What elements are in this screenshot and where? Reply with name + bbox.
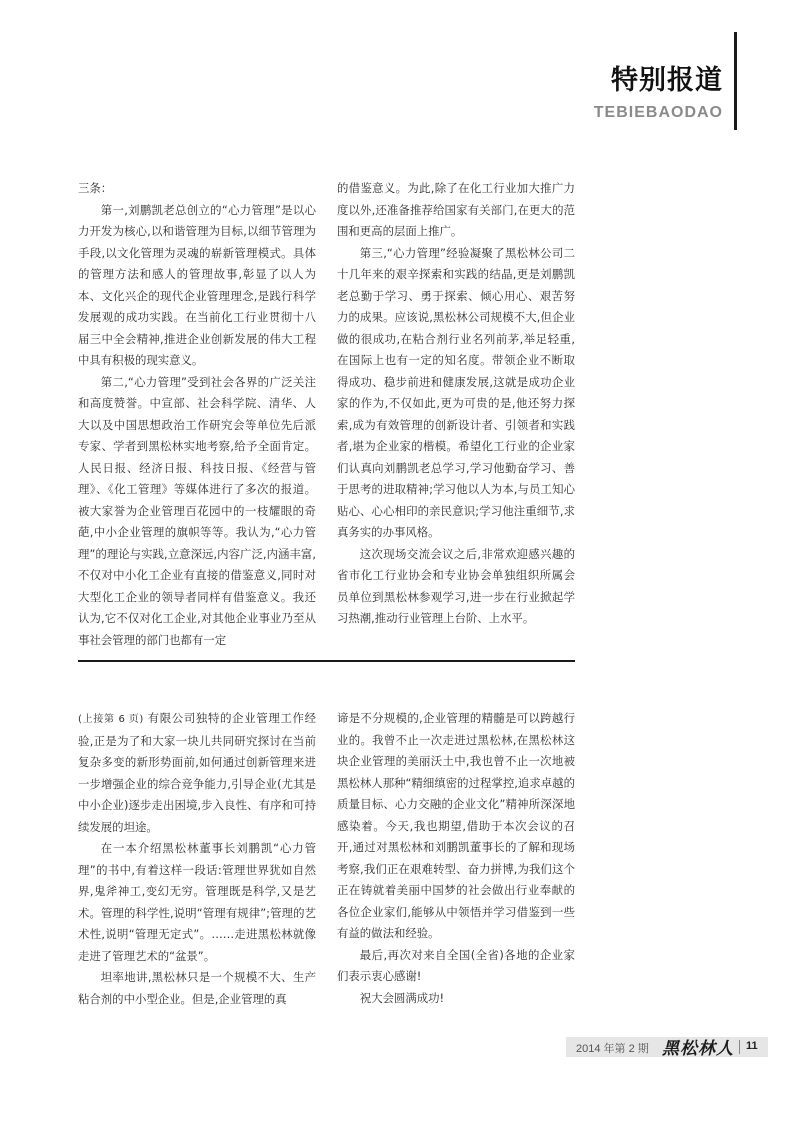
paragraph: 这次现场交流会议之后,非常欢迎感兴趣的省市化工行业协会和专业协会单独组织所属会员单位到黑松林参观学习,进一步在行业掀起学习热潮,推动行业管理上台阶、上水平。 (337, 546, 575, 625)
footer-divider (739, 1040, 740, 1054)
section-title: 特别报道 (611, 65, 723, 96)
paragraph (78, 708, 316, 838)
paragraph: 在一本介绍黑松林董事长刘鹏凯“心力管理”的书中,有着这样一段话:管理世界犹如自然界,鬼斧神工,变幻无穷。管理既是科学,又是艺术。管理的科学性,说明“管理有规律”;管理的艺术性,说明“管理无定式”。……走进黑松林就像走进了管理艺术的“盆景”。 (78, 841, 316, 963)
continued-from-marker: (上接第 6 页) (78, 714, 144, 725)
issue-label: 2014 年第 2 期 (576, 1043, 649, 1055)
section-divider (78, 660, 575, 662)
paragraph: 坦率地讲,黑松林只是一个规模不大、生产粘合剂的中小型企业。但是,企业管理的真 (78, 970, 316, 1006)
paragraph: 三条： (78, 181, 113, 195)
page-number: 11 (746, 1040, 758, 1052)
header-vertical-rule (734, 32, 737, 130)
upper-right-column (337, 178, 575, 630)
paragraph: 谛是不分规模的,企业管理的精髓是可以跨越行业的。我曾不止一次走进过黑松林,在黑松林这块企业管理的美丽沃土中,我也曾不止一次地被黑松林人那种“精细缜密的过程掌控,追求卓越的质量目标、心力交融的企业文化”精神所深深地感染着。今天,我也期望,借助于本次会议的召开,通过对黑松林和刘鹏凯董事长的了解和现场考察,我们正在艰难转型、奋力拼博,为我们这个正在铸就着美丽中国梦的社会做出行业奉献的各位企业家们,能够从中领悟并学习借鉴到一些有益的做法和经验。 (337, 711, 575, 940)
lower-left-column (78, 708, 316, 1010)
paragraph: 第一,刘鹏凯老总创立的“心力管理”是以心力开发为核心,以和谐管理为目标,以细节管理为手段,以文化管理为灵魂的崭新管理模式。具体的管理方法和感人的管理故事,彰显了以人为本、文化兴企的现代企业管理理念,是践行科学发展观的成功实践。在当前化工行业贯彻十八届三中全会精神,推进企业创新发展的伟大工程中具有积极的现实意义。 (78, 202, 316, 367)
lower-right-column (337, 708, 575, 1009)
magazine-logo: 黑松林人 (662, 1039, 734, 1059)
paragraph: 第三,“心力管理”经验凝聚了黑松林公司二十几年来的艰辛探索和实践的结晶,更是刘鹏凯老总勤于学习、勇于探索、倾心用心、艰苦努力的成果。应该说,黑松林公司规模不大,但企业做的很成功,在粘合剂行业名列前茅,举足轻重,在国际上也有一定的知名度。带领企业不断取得成功、稳步前进和健康发展,这就是成功企业家的作为,不仅如此,更为可贵的是,他还努力探索,成为有效管理的创新设计者、引领者和实践者,堪为企业家的楷模。希望化工行业的企业家们认真向刘鹏凯老总学习,学习他勤奋学习、善于思考的进取精神;学习他以人为本,与员工知心贴心、心心相印的亲民意识;学习他注重细节,求真务实的办事风格。 (337, 245, 575, 539)
paragraph: 最后,再次对来自全国(全省)各地的企业家们表示衷心感谢! (337, 947, 575, 983)
paragraph: 第二,“心力管理”受到社会各界的广泛关注和高度赞誉。中宣部、社会科学院、清华、人大以及中国思想政治工作研究会等单位先后派专家、学者到黑松林实地考察,给予全面肯定。人民日报、经济日报、科技日报、《经营与管理》、《化工管理》等媒体进行了多次的报道。被大家誉为企业管理百花园中的一枝耀眼的奇葩,中小企业管理的旗帜等等。我认为,“心力管理”的理论与实践,立意深远,内容广泛,内涵丰富,不仅对中小化工企业有直接的借鉴意义,同时对大型化工企业的领导者同样有借鉴意义。我还认为,它不仅对化工企业,对其他企业事业乃至从事社会管理的部门也都有一定 (78, 374, 316, 647)
upper-left-column (78, 178, 316, 651)
page-footer (566, 1037, 768, 1057)
paragraph: 祝大会圆满成功! (359, 990, 445, 1005)
section-subtitle: TEBIEBAODAO (593, 104, 723, 121)
paragraph: 的借鉴意义。为此,除了在化工行业加大推广力度以外,还准备推荐给国家有关部门,在更大的范围和更高的层面上推广。 (337, 181, 575, 238)
paragraph-text: 有限公司独特的企业管理工作经验,正是为了和大家一块儿共同研究探讨在当前复杂多变的新形势面前,如何通过创新管理来进一步增强企业的综合竞争能力,引导企业(尤其是中小企业)逐步走出困境,步入良性、有序和可持续发展的坦途。 (78, 711, 316, 834)
